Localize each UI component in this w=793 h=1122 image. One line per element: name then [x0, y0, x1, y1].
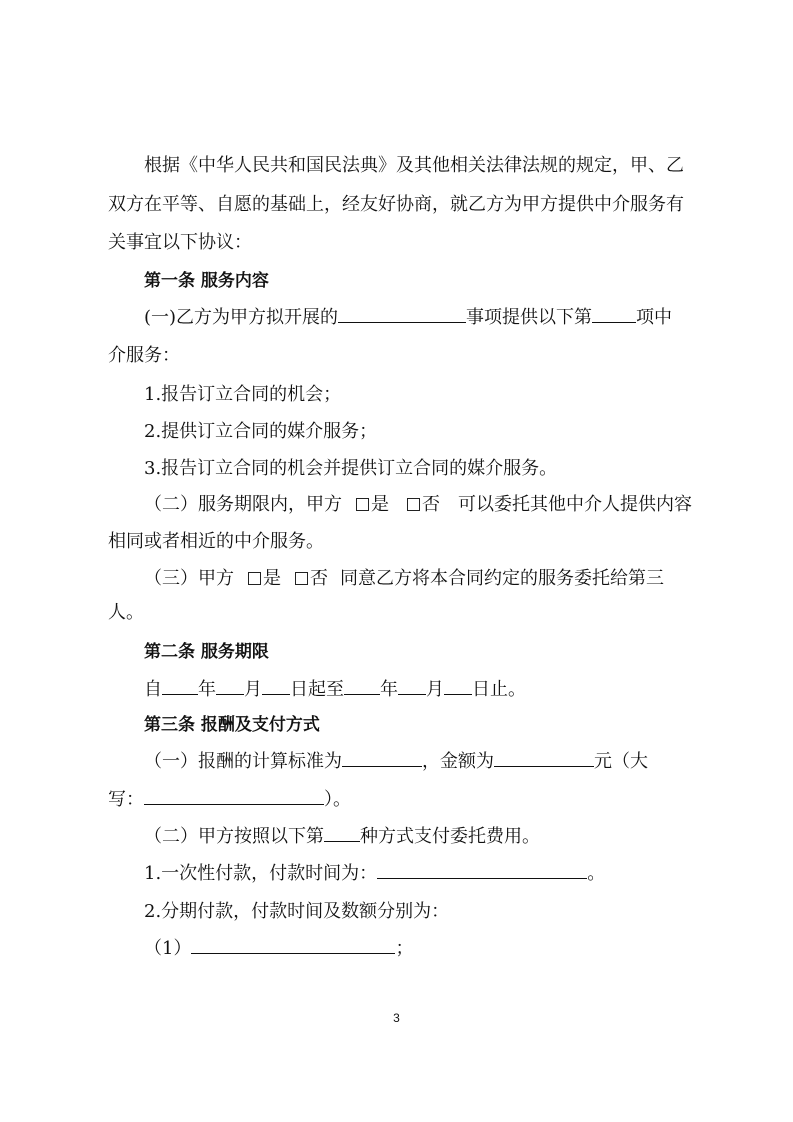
- no-label: 否: [422, 494, 440, 515]
- uppercase-amount-blank[interactable]: [144, 788, 324, 805]
- pay-1-text: 1.一次性付款，付款时间为：: [144, 863, 378, 884]
- intro-line-2: 双方在平等、自愿的基础上，经友好协商，就乙方为甲方提供中介服务有: [108, 194, 684, 215]
- item-2-text-b: 可以委托其他中介人提供内容: [458, 494, 692, 515]
- start-month-blank[interactable]: [216, 678, 244, 695]
- month-label-2: 月: [426, 679, 444, 700]
- start-year-blank[interactable]: [162, 678, 198, 695]
- year-label: 年: [198, 679, 216, 700]
- no-checkbox[interactable]: [407, 498, 420, 511]
- no-label-2: 否: [310, 568, 328, 589]
- matter-blank[interactable]: [338, 306, 466, 323]
- installment-1-blank[interactable]: [191, 937, 395, 954]
- yes-label-2: 是: [263, 568, 281, 589]
- end-year-blank[interactable]: [344, 678, 380, 695]
- end-day-blank[interactable]: [444, 678, 472, 695]
- article-3-item-2: [144, 825, 540, 849]
- amount-blank[interactable]: [494, 750, 594, 767]
- payment-method-blank[interactable]: [324, 825, 360, 842]
- payment-time-blank[interactable]: [377, 862, 587, 879]
- article-1-item-2-cont: 相同或者相近的中介服务。: [108, 531, 324, 552]
- article-3-item-1: [144, 750, 648, 774]
- yes-checkbox-2[interactable]: [248, 572, 261, 585]
- option-1: 1.报告订立合同的机会；: [144, 384, 342, 405]
- no-checkbox-2[interactable]: [295, 572, 308, 585]
- month-label: 月: [244, 679, 262, 700]
- item-1-text-c: 项中: [636, 307, 673, 328]
- item-1-text-a: (一)乙方为甲方拟开展的: [144, 307, 339, 328]
- intro-line-1: 根据《中华人民共和国民法典》及其他相关法律法规的规定，甲、乙: [144, 155, 684, 176]
- article-1-item-3-cont: 人。: [108, 602, 144, 623]
- item-1-text-c: 元（大: [594, 751, 648, 772]
- item-2-text-b: 种方式支付委托费用。: [360, 826, 540, 847]
- option-2: 2.提供订立合同的媒介服务；: [144, 421, 378, 442]
- service-number-blank[interactable]: [592, 306, 636, 323]
- installment-1-label: （1）: [144, 938, 192, 959]
- yes-checkbox[interactable]: [356, 498, 369, 511]
- uppercase-label: 写：: [108, 789, 144, 810]
- service-period-line: [144, 678, 526, 702]
- item-2-text-a: （二）服务期限内，甲方: [144, 494, 342, 515]
- article-1-item-3: [144, 567, 664, 591]
- article-1-item-1: [144, 306, 672, 330]
- article-1-heading: 第一条 服务内容: [144, 271, 269, 291]
- article-2-heading: 第二条 服务期限: [144, 642, 269, 662]
- item-1-text-a: （一）报酬的计算标准为: [144, 751, 342, 772]
- article-1-item-2: [144, 493, 692, 517]
- page-number: 3: [393, 1011, 400, 1025]
- end-month-blank[interactable]: [398, 678, 426, 695]
- day-to-label: 日止。: [472, 679, 526, 700]
- yes-label: 是: [371, 494, 389, 515]
- calc-standard-blank[interactable]: [342, 750, 422, 767]
- pay-1-end: 。: [587, 863, 606, 884]
- item-2-text-a: （二）甲方按照以下第: [144, 826, 324, 847]
- from-label: 自: [144, 679, 162, 700]
- item-3-text-b: 同意乙方将本合同约定的服务委托给第三: [340, 568, 664, 589]
- close-paren: ）。: [324, 789, 351, 810]
- year-label-2: 年: [380, 679, 398, 700]
- day-from-label: 日起至: [290, 679, 344, 700]
- intro-line-3: 关事宜以下协议：: [108, 232, 252, 253]
- item-3-text-a: （三）甲方: [144, 568, 234, 589]
- item-1-text-b: 事项提供以下第: [466, 307, 593, 328]
- article-3-heading: 第三条 报酬及支付方式: [144, 715, 320, 735]
- installment-1-end: ；: [395, 938, 414, 959]
- option-3: 3.报告订立合同的机会并提供订立合同的媒介服务。: [144, 458, 558, 479]
- installment-1: [144, 937, 413, 961]
- payment-option-2: 2.分期付款，付款时间及数额分别为：: [144, 901, 450, 922]
- start-day-blank[interactable]: [262, 678, 290, 695]
- article-3-item-1-cont: [108, 788, 351, 812]
- article-1-item-1-cont: 介服务：: [108, 345, 180, 366]
- payment-option-1: [144, 862, 605, 886]
- item-1-text-b: ，金额为: [422, 751, 494, 772]
